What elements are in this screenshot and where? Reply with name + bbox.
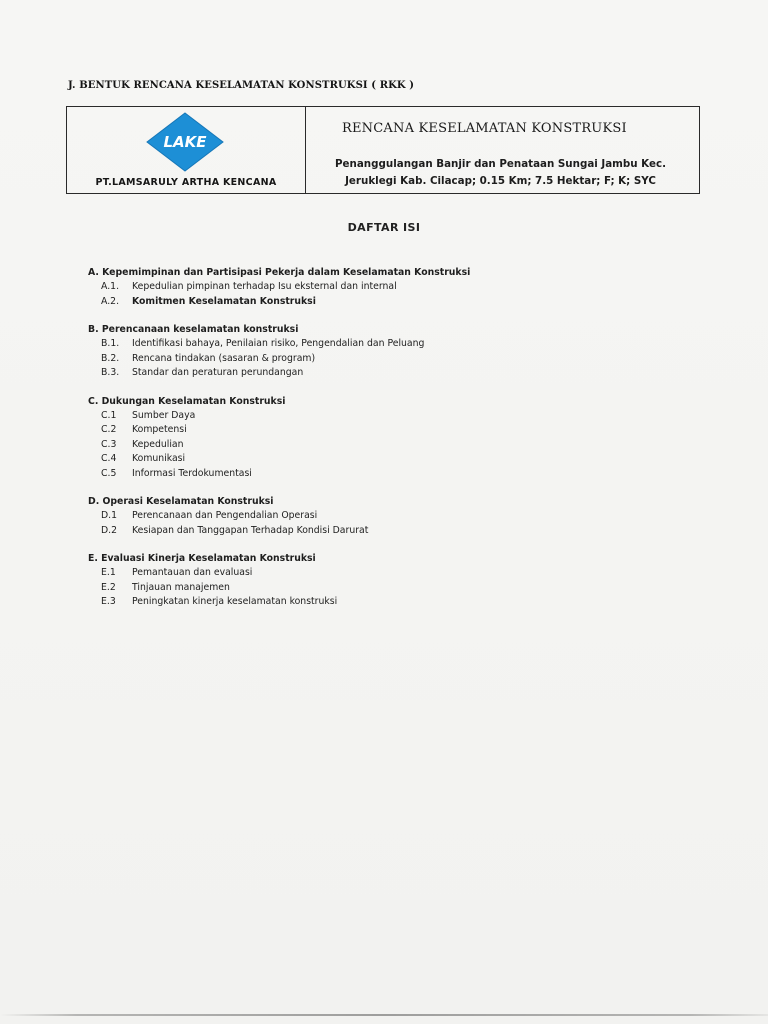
toc-item-text: Perencanaan dan Pengendalian Operasi bbox=[132, 510, 318, 521]
toc-group-title: C. Dukungan Keselamatan Konstruksi bbox=[88, 395, 286, 407]
toc-item-text: Informasi Terdokumentasi bbox=[132, 467, 252, 479]
toc-group-title: B. Perencanaan keselamatan konstruksi bbox=[88, 324, 299, 335]
toc-item bbox=[88, 467, 648, 482]
toc-item-number: D.2 bbox=[101, 524, 118, 536]
toc-item-number: B.2. bbox=[101, 352, 120, 364]
project-line-1: Penanggulangan Banjir dan Penataan Sungai Jambu Kec. bbox=[335, 158, 666, 170]
toc-item bbox=[88, 409, 648, 424]
toc-item bbox=[88, 295, 648, 310]
document-title: RENCANA KESELAMATAN KONSTRUKSI bbox=[342, 121, 627, 136]
toc-item-text: Identifikasi bahaya, Penilaian risiko, Pengendalian dan Peluang bbox=[132, 338, 425, 349]
toc-title: DAFTAR ISI bbox=[347, 221, 421, 234]
toc-item-text: Komitmen Keselamatan Konstruksi bbox=[132, 295, 316, 307]
toc-group-b bbox=[88, 323, 648, 381]
toc-item bbox=[88, 509, 648, 524]
company-name: PT.LAMSARULY ARTHA KENCANA bbox=[95, 177, 277, 188]
toc-item-text: Rencana tindakan (sasaran & program) bbox=[132, 352, 316, 364]
toc-item-text: Kepedulian pimpinan terhadap Isu eksternal dan internal bbox=[132, 281, 397, 292]
toc-item-number: C.5 bbox=[101, 467, 117, 479]
toc-item-text: Kesiapan dan Tanggapan Terhadap Kondisi Darurat bbox=[132, 524, 369, 536]
toc-item bbox=[88, 524, 648, 539]
project-line-2: Jeruklegi Kab. Cilacap; 0.15 Km; 7.5 Hektar; F; K; SYC bbox=[345, 175, 656, 187]
toc-item bbox=[88, 352, 648, 367]
toc-item-number: B.3. bbox=[101, 367, 120, 378]
logo-cell bbox=[67, 107, 306, 193]
toc-item-text: Kompetensi bbox=[132, 424, 187, 435]
toc-item-text: Standar dan peraturan perundangan bbox=[132, 367, 304, 378]
toc-item bbox=[88, 595, 648, 610]
toc-group-title: A. Kepemimpinan dan Partisipasi Pekerja dalam Keselamatan Konstruksi bbox=[88, 267, 471, 278]
toc-item bbox=[88, 438, 648, 453]
logo-text: LAKE bbox=[163, 133, 207, 151]
title-cell bbox=[306, 107, 699, 193]
header-table bbox=[66, 106, 700, 194]
toc-item-text: Tinjauan manajemen bbox=[132, 581, 230, 593]
project-description bbox=[306, 156, 695, 190]
toc-group-a bbox=[88, 266, 648, 309]
toc-item-text: Peningkatan kinerja keselamatan konstruksi bbox=[132, 596, 338, 607]
section-heading: J. BENTUK RENCANA KESELAMATAN KONSTRUKSI ( RKK ) bbox=[68, 80, 415, 91]
toc-group-e bbox=[88, 552, 648, 610]
toc-item-number: E.3 bbox=[101, 596, 116, 607]
toc-item-number: C.3 bbox=[101, 438, 117, 450]
toc-item-number: E.2 bbox=[101, 581, 116, 593]
toc-item-number: C.4 bbox=[101, 453, 117, 464]
toc-item-number: C.2 bbox=[101, 424, 117, 435]
toc-item bbox=[88, 280, 648, 295]
toc-group-title: D. Operasi Keselamatan Konstruksi bbox=[88, 496, 274, 507]
toc-item bbox=[88, 366, 648, 381]
toc-item bbox=[88, 581, 648, 596]
toc-item bbox=[88, 452, 648, 467]
toc-group-title: E. Evaluasi Kinerja Keselamatan Konstruksi bbox=[88, 553, 316, 564]
toc-group-c bbox=[88, 395, 648, 482]
company-logo-icon bbox=[144, 111, 226, 173]
toc-item-number: A.2. bbox=[101, 295, 120, 307]
toc-item bbox=[88, 566, 648, 581]
toc-item-text: Kepedulian bbox=[132, 438, 184, 450]
toc-item bbox=[88, 337, 648, 352]
toc-item-text: Sumber Daya bbox=[132, 409, 196, 421]
toc-item-number: B.1. bbox=[101, 338, 120, 349]
toc-item-number: E.1 bbox=[101, 567, 116, 578]
table-of-contents bbox=[88, 266, 648, 624]
scan-edge-line bbox=[0, 1014, 768, 1016]
toc-item-number: A.1. bbox=[101, 281, 120, 292]
toc-item-number: C.1 bbox=[101, 409, 117, 421]
toc-item-text: Pemantauan dan evaluasi bbox=[132, 567, 253, 578]
toc-item bbox=[88, 423, 648, 438]
toc-item-text: Komunikasi bbox=[132, 453, 186, 464]
toc-item-number: D.1 bbox=[101, 510, 118, 521]
toc-group-d bbox=[88, 495, 648, 538]
